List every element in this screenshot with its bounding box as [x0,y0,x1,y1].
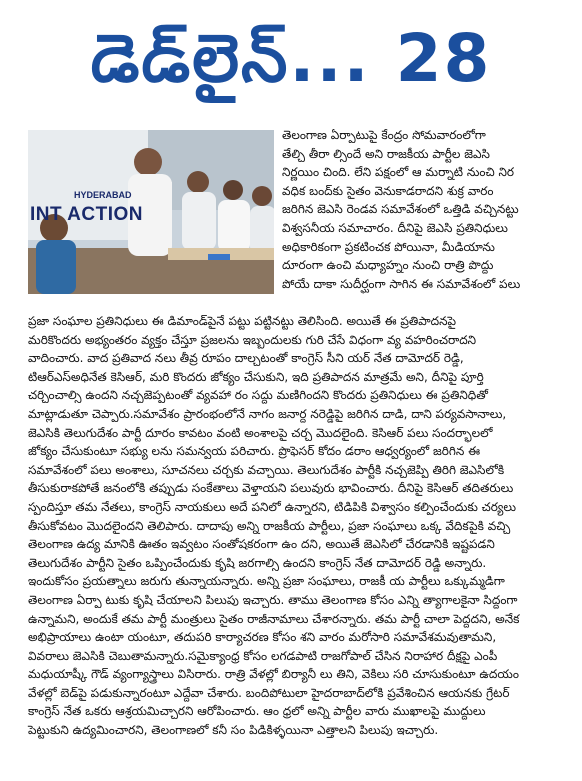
photo-banner-subtext: HYDERABAD [74,190,132,200]
photo-banner-text: INT ACTION [30,204,144,225]
article-intro-column: తెలంగాణ ఏర్పాటుపై కేంద్రం సోమవారంలోగా తేల్చి తీరా ల్సిందే అని రాజకీయ పార్టీల జెఎసి నిర్ణయిం చింది. లేని పక్షంలో ఆ మర్నాటి నుంచి నిర వధిక బంద్‌కు సైతం వెనుకాడరాదని శుక్ర వారం జరిగిన జెఎసి రెండవ సమావేశంలో ఒత్తిడి వచ్చినట్టు విశ్వసనీయ సమాచారం. దీనిపై జెఎసి ప్రతినిధులు అధికారికంగా ప్రకటించక పోయినా, మీడియాను దూరంగా ఉంచి మధ్యాహ్నం నుంచి రాత్రి పొద్దు పోయే దాకా సుదీర్ఘంగా సాగిన ఈ సమావేశంలో పలు [282,128,521,291]
article-body: ప్రజా సంఘాల ప్రతినిధులు ఈ డిమాండ్‌పైనే పట్టు పట్టినట్టు తెలిసింది. అయితే ఈ ప్రతిపాదనపై మరికొందరు అభ్యంతరం వ్యక్తం చేస్తూ ప్రజలను ఇబ్బందులకు గురి చేసే విధంగా వ్య వహరించరాదని వాదించారు. వాద ప్రతివాద నలు తీవ్ర రూపం దాల్చటంతో కాంగ్రెస్ సీని యర్ నేత దామోదర్ రెడ్డి, టిఆర్ఎస్‌అధినేత కెసిఆర్, మరి కొందరు జోక్యం చేసుకుని, ఇది ప్రతిపాదన మాత్రమే అని, దీనిపై పూర్తి చర్చించాల్సి ఉందని నచ్చజెప్పటంతో వ్యవహా రం సద్దు మణిగిందని కొందరు ప్రతినిధులు ఈ ప్రతినిధితో మాట్లాడుతూ చెప్పారు.సమావేశం ప్రారంభంలోనే నాగం జనార్ద నరెడ్డిపై జరిగిన దాడి, దాని పర్యవసానాలు, జెఎసికి తెలుగుదేశం పార్టీ దూరం కావటం వంటి అంశాలపై చర్చ మొదలైంది. కెసిఆర్ పలు సందర్భాలలో జోక్యం చేసుకుంటూ సభ్యు లను సమన్వయ పరిచారు. ప్రొఫెసర్ కోదం డరాం ఆధ్వర్యంలో జరిగిన ఈ సమావేశంలో పలు అంశాలు, సూచనలు చర్చకు వచ్చాయి. తెలుగుదేశం పార్టీకి నచ్చజెప్పి తిరిగి జెఎసిలోకి తీసుకురాకపోతే జనంలోకి తప్పుడు సంకేతాలు వెళ్తాయని పలువురు భావించారు. దీనిపై కెసిఆర్ తదితరులు స్పందిస్తూ తమ నేతలు, కాంగ్రెస్ నాయకులు అదే పనిలో ఉన్నారని, టిడిపికి విశ్వాసం కల్పించేందుకు చర్యలు తీసుకోవటం మొదలైందని తెలిపారు. దాదాపు అన్ని రాజకీయ పార్టీలు, ప్రజా సంఘాలు ఒక్క వేదికపైకి వచ్చి తెలంగాణ ఉద్య మానికి ఊతం ఇవ్వటం సంతోషకరంగా ఉం దని, అయితే జెఎసిలో చేరడానికి ఇష్టపడని తెలుగుదేశం పార్టీని సైతం ఒప్పించేందుకు కృషి జరగాల్సి ఉందని కాంగ్రెస్ నేత దామోదర్ రెడ్డి అన్నారు. ఇందుకోసం ప్రయత్నాలు జరుగు తున్నాయన్నారు. అన్ని ప్రజా సంఘాలు, రాజకీ య పార్టీలు ఒక్కుమ్మడిగా తెలంగాణ ఏర్పా టుకు కృషి చేయాలని పిలుపు ఇచ్చారు. తాము తెలంగాణ కోసం ఎన్ని త్యాగాలకైనా సిద్దంగా ఉన్నామని, అందుకే తమ పార్టీ మంత్రులు సైతం రాజీనామాలు చేశారన్నారు. తమ పార్టీ చాలా పెద్దదని, అనేక అభిప్రాయాలు ఉంటా యంటూ, తదుపరి కార్యాచరణ కోసం శని వారం మరోసారి సమావేశమవుతామని, వివరాలు జెఎసికి చెబుతామన్నారు.సమైక్యాంధ్ర కోసం లగడపాటి రాజగోపాల్ చేసిన నిరాహార దీక్షపై ఎంపీ మధుయాష్కీ గౌడ్ వ్యంగ్యాస్త్రాలు విసిరారు. రాత్రి వేళల్లో బిర్యానీ లు తిని, వెకిలు సరి చూసుకుంటూ ఉదయం వేళల్లో బెడ్‌పై పడుకున్నారంటూ ఎద్దేవా చేశారు. బందిపోటులా హైదరాబాద్‌లోకి ప్రవేశించిన ఆయనకు గ్రేటర్ కాంగ్రెస్ నేత ఒకరు ఆశ్రయమిచ్చారని ఆరోపించారు. ఆం ధ్రలో అన్ని పార్టీల వారు ముఖాలపై ముద్దులు పెట్టుకుని ఉద్యమించారని, తెలంగాణలో కనీ సం పిడికిళ్ళయినా ఎత్తాలని పిలుపు ఇచ్చారు. [28,314,520,738]
news-photo [28,130,274,294]
headline [0,4,582,114]
headline-text: డెడ్‌లైన్... 28 [90,20,492,97]
